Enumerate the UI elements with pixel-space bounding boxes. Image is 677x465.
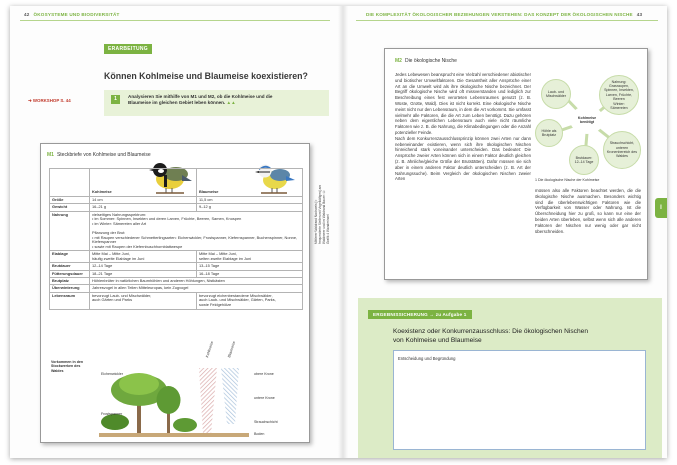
m2-caption: 1 Die ökologische Nische der Kohlmeise (535, 178, 600, 182)
row-b: 16–18 Tage (197, 270, 303, 277)
workshop-link[interactable]: ➜ WORKSHOP S. 44 (28, 98, 71, 103)
erarbeitung-tag: ERARBEITUNG (104, 44, 152, 54)
left-header (20, 12, 120, 17)
table-header-empty (50, 169, 90, 197)
row-a: 12–14 Tage (90, 263, 197, 270)
row-a: 16–21 g (90, 204, 197, 211)
table-row (50, 204, 303, 211)
m2-body-text: Jedes Lebewesen beansprucht eine Vielzahl verschiedener abiotischer und biotischer Umweltfaktoren. Die Gesamtheit aller Ansprüche einer Art an die Umwelt wird als ihre ökologische Nische bezeichnet. Der Begriff ökologische Nische wird oft missverstanden und lediglich zur Beschreibung eines fest verorteten Lebensraumes genutzt (z. B. Wüste, Grotte, Wald). Dies ist nicht korrekt. Eine ökologische Nische meint nicht nur den Lebensraum, in dem die Art vorkommt. Sie umfasst vielmehr alle Faktoren, die die Art zum Leben benötigt. Dazu gehören neben dem eigentlichen Lebensraum auch viele nicht räumliche Faktoren wie z. B. die Nahrung, die Klimabedingungen oder die Anzahl potenzieller Feinde. Nach dem Konkurrenzausschlussprinzip können zwei Arten nur dann nebeneinander existieren, wenn sich ihre ökologischen Nischen hinreichend stark voneinander unterscheiden. Das bedeutet: Die Ansprüche zweier Arten können sich in einem Faktor deutlich gleichen (z. B. ähnliche/gleiche Größe der Brutstätten). Dafür müssen sie sich aber in einem anderen Faktor deutlich unterscheiden (z. B. Art der Nahrungssuche). Beim Vergleich der ökologischen Nischen zweier Arten (395, 72, 531, 182)
left-header-rule (20, 20, 330, 21)
row-key: Fütterungsdauer (50, 270, 90, 277)
row-a: 14 cm (90, 197, 197, 204)
row-b: bevorzugt eichenbestandene Mischwälder, auch Laub- und Mischwälder, Gärten, Parks, sowie Feldgehölze (197, 292, 303, 309)
table-row (50, 263, 303, 270)
m2-right-text: müssen also alle Faktoren beachtet werden, die die ökologische Nische ausmachen. Besonders wichtig sind die überlebenswichtigen Faktoren wie die Verfügbarkeit von Wasser oder Nahrung. Ist die Überschneidung hier zu groß, so kann nur eine der beiden Arten überleben, selbst wenn sich alle anderen Faktoren der Nischen nur wenig oder gar nicht überschneiden. (535, 188, 641, 234)
m1-profile-card (40, 143, 310, 443)
answer-box-label: Entscheidung und Begründung (398, 356, 456, 361)
right-header-rule (356, 20, 658, 21)
row-key: Brutdauer (50, 263, 90, 270)
task-number: 1 (111, 95, 120, 104)
level-obere-krone: obere Krone (254, 372, 274, 376)
col-kohlmeise: Kohlmeise (90, 169, 197, 197)
ergebnis-title (393, 328, 588, 345)
row-key: Nahrung (50, 211, 90, 250)
kohlmeise-range-bar (199, 368, 217, 434)
ergebnissicherung-tag: ERGEBNISSICHERUNG → zu Aufgabe 1 (368, 310, 472, 319)
row-b: 13–15 Tage (197, 263, 303, 270)
book-spread (10, 6, 667, 458)
right-header (366, 12, 646, 17)
row-key: Lebensraum (50, 292, 90, 309)
row-a: Höhlenbrüter in natürlichen Baumhöhlen und anderen Höhlungen, Nistkästen (90, 278, 303, 285)
left-header-title: ÖKOSYSTEME UND BIODIVERSITÄT (33, 12, 120, 17)
m1-title-text: Steckbriefe von Kohlmeise und Blaumeise (56, 152, 151, 158)
table-row (50, 292, 303, 309)
niche-nest: Höhle als Brutplatz (535, 119, 563, 147)
diagram-section-label: Vorkommen in den Stockwerken des Waldes (51, 360, 84, 373)
table-row (50, 270, 303, 277)
row-a: vielseitiges Nahrungsspektrum: • im Sommer: Spinnen, Insekten und deren Larven, Früchte, Beeren, Samen, Knospen • im Winter: Sämereien aller Art Pflanzung der Brut: • mit Raupen verschiedener Schmetterlingsarten: Eichenwickler, Frostspanner, Kiefernspanner, Buchenspinner, Nonne, Kieferspanner • sowie mit Raupen der Kiefernbuschhornblattwespe (90, 211, 303, 250)
blaumeise-range-bar (221, 368, 239, 424)
answer-box[interactable] (393, 350, 646, 450)
ergebnis-title-line-2: von Kohlmeise und Blaumeise (393, 336, 482, 344)
row-b: Mitte Mai – Mitte Juni, selten zweite Eiablage im Juni (197, 251, 303, 263)
task-text-line-2 (128, 100, 325, 106)
left-page-number: 42 (24, 12, 30, 17)
profile-table (49, 168, 303, 310)
table-header-row (50, 169, 303, 197)
col-blaumeise: Blaumeise (197, 169, 303, 197)
row-a: 18–21 Tage (90, 270, 197, 277)
forest-layer-diagram (49, 340, 303, 438)
bar-label-blaumeise: Blaumeise (227, 340, 237, 358)
level-boden: Boden (254, 432, 265, 436)
row-b: 11,5 cm (197, 197, 303, 204)
table-row (50, 211, 303, 250)
niche-center: Kohlmeise benötigt (570, 106, 604, 134)
right-header-title: DIE KOMPLEXITÄT ÖKOLOGISCHER BEZIEHUNGEN VERSTEHEN: DAS KONZEPT DER ÖKOLOGISCHEN NISCHE (366, 12, 633, 17)
row-key: Eiablage (50, 251, 90, 263)
row-a: bevorzugt Laub- und Mischwälder, auch Gärten und Parks (90, 292, 197, 309)
right-page-number: 43 (636, 12, 643, 17)
ergebnissicherung-section (358, 298, 662, 458)
page-title: Können Kohlmeise und Blaumeise koexistieren? (104, 71, 308, 81)
level-untere-krone: untere Krone (254, 396, 275, 400)
niche-food: Nahrung: Grasraupen, Spinnen, Insekten, Larven, Früchte, Beeren Winter: Sämereien (599, 75, 639, 115)
row-key: Überwinterung (50, 285, 90, 292)
m1-vertical-caption: Mittlerer Waldrand Nachweis [= frequentierte Stellen mit Vogelkäfigen] am Waldmeer und im Waldrand Bauer: © Grafik 4 Wanderinsel (314, 184, 330, 244)
m2-title-text: Die ökologische Nische (404, 58, 457, 64)
task-text-2: Blaumeise im gleichen Gebiet leben können. (128, 100, 226, 106)
ergebnis-title-line-1: Koexistenz oder Konkurrenzausschluss: Die ökologischen Nischen (393, 328, 588, 335)
m2-niche-card (384, 48, 648, 280)
table-row (50, 197, 303, 204)
table-row (50, 251, 303, 263)
niche-brood: Brutdauer: 12–14 Tage (569, 145, 599, 175)
task-text-line-1: Analysieren Sie mithilfe von M1 und M2, ob die Kohlmeise und die (128, 94, 273, 99)
task-box (104, 90, 329, 116)
difficulty-icon: ▲▲ (226, 100, 236, 106)
tree-label-frostspanner: Frostspanner (101, 412, 123, 416)
row-key: Brutplatz (50, 278, 90, 285)
book-gutter (338, 6, 348, 458)
row-a: Mitte Mai – Mitte Juni, häufig zweite Eiablage im Juni (90, 251, 197, 263)
niche-layer: Strauchschicht, unteren Kronenbereich des Waldes (603, 131, 641, 169)
row-key: Gewicht (50, 204, 90, 211)
chapter-side-tab[interactable]: I (655, 198, 667, 218)
m1-label: M1 (47, 152, 54, 158)
m2-title (395, 58, 457, 64)
table-row (50, 278, 303, 285)
row-a: Jahresvogel in allen Teilen Mitteleuropas, kein Zugvogel (90, 285, 303, 292)
level-strauchschicht: Strauchschicht (254, 420, 278, 424)
row-key: Größe (50, 197, 90, 204)
m2-label: M2 (395, 58, 402, 64)
niche-habitat: Laub- und Mischwälder (541, 79, 571, 109)
row-b: 9–12 g (197, 204, 303, 211)
bar-label-kohlmeise: Kohlmeise (205, 340, 215, 358)
tree-label-eichenwickler: Eichenwickler (101, 372, 123, 376)
table-row (50, 285, 303, 292)
m1-title (47, 152, 151, 158)
